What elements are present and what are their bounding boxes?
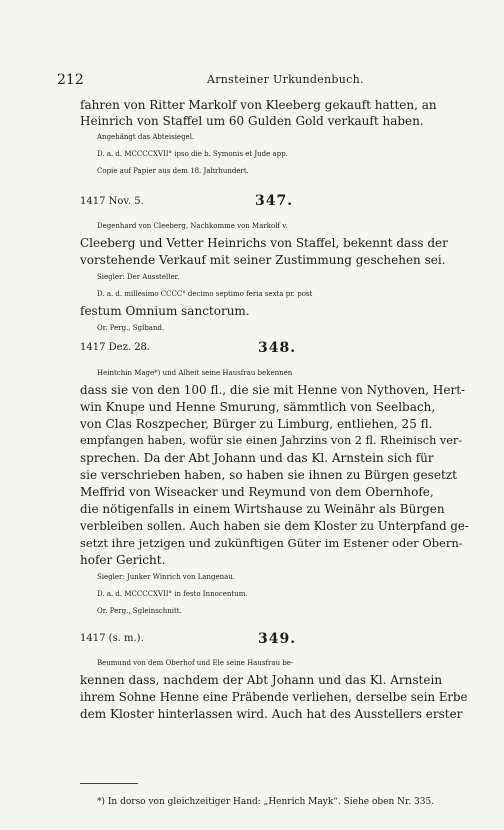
footnote-divider [80, 783, 138, 784]
text-line: Cleeberg und Vetter Heinrichs von Staffel, bekennt dass der [80, 236, 448, 250]
text-line: Angehängt das Abteisiegel. [97, 133, 195, 141]
text-line: fahren von Ritter Markolf von Kleeberg gekauft hatten, an [80, 98, 437, 112]
text-line: dem Kloster hinterlassen wird. Auch hat des Ausstellers erster [80, 707, 463, 721]
text-line: D. a. d. MCCCCXVII° in festo Innocentum. [97, 590, 248, 598]
text-line: Degenhard von Cleeberg, Nachkomme von Markolf v. [97, 222, 288, 230]
text-line: D. a. d. millesimo CCCC° decimo septimo feria sexta pr. post [97, 290, 313, 298]
text-line: vorstehende Verkauf mit seiner Zustimmung geschehen sei. [80, 253, 446, 267]
text-line: von Clas Roszpecher, Bürger zu Limburg, entliehen, 25 fl. [80, 417, 433, 431]
running-title: Arnsteiner Urkundenbuch. [207, 73, 364, 86]
entry-number: 347. [255, 193, 294, 209]
text-line: festum Omnium sanctorum. [80, 304, 250, 318]
text-line: setzt ihre jetzigen und zukünftigen Güter im Estener oder Obern- [80, 536, 463, 550]
text-line: empfangen haben, wofür sie einen Jahrzins von 2 fl. Rheinisch ver- [80, 434, 463, 447]
source-note: Copie auf Papier aus dem 18. Jahrhundert. [97, 167, 249, 175]
entry-date: 1417 Nov. 5. [80, 196, 144, 207]
text-line: verbleiben sollen. Auch haben sie dem Kloster zu Unterpfand ge- [80, 519, 469, 533]
text-line: win Knupe und Henne Smurung, sämmtlich von Seelbach, [80, 400, 436, 414]
text-line: die nötigenfalls in einem Wirtshause zu Weinähr als Bürgen [80, 502, 445, 516]
source-note: Or. Perg., Sglband. [97, 324, 165, 332]
entry-number: 348. [258, 340, 297, 356]
entry-date: 1417 (s. m.). [80, 633, 144, 644]
text-line: sprechen. Da der Abt Johann und das Kl. Arnstein sich für [80, 451, 434, 465]
text-line: Meffrid von Wiseacker und Reymund von dem Obernhofe, [80, 485, 434, 499]
text-line: dass sie von den 100 fl., die sie mit Henne von Nythoven, Hert- [80, 383, 466, 397]
text-line: Beumund von dem Oberhof und Ele seine Hausfrau be- [97, 659, 294, 667]
text-line: sie verschrieben haben, so haben sie ihnen zu Bürgen gesetzt [80, 468, 457, 482]
page-header [57, 72, 447, 88]
entry-number: 349. [258, 631, 297, 647]
text-line: kennen dass, nachdem der Abt Johann und das Kl. Arnstein [80, 673, 443, 687]
text-line: ihrem Sohne Henne eine Präbende verliehen, derselbe sein Erbe [80, 690, 468, 704]
footnote: *) In dorso von gleichzeitiger Hand: „Henrich Mayk“. Siehe oben Nr. 335. [97, 797, 435, 807]
text-line: Siegler: Der Aussteller. [97, 273, 180, 281]
entry-date: 1417 Dez. 28. [80, 342, 151, 353]
page-number: 212 [57, 72, 84, 88]
text-line: Heintchin Mage*) und Alheit seine Hausfrau bekennen [97, 369, 293, 377]
text-line: hofer Gericht. [80, 553, 166, 567]
text-line: Siegler: Junker Winrich von Langenau. [97, 573, 236, 581]
text-line: D. a. d. MCCCCXVII° ipso die b. Symonis et Jude app. [97, 150, 288, 158]
text-line: Heinrich von Staffel um 60 Gulden Gold verkauft haben. [80, 114, 424, 128]
source-note: Or. Perg., Sgleinschnitt. [97, 607, 182, 615]
